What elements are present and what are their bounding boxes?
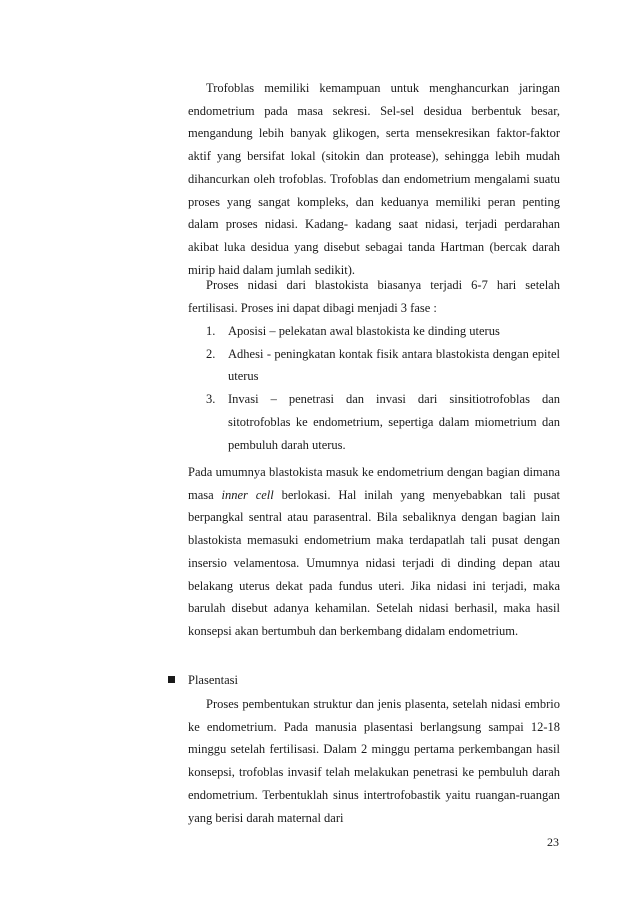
list-item-text: Adhesi - peningkatan kontak fisik antara blastokista dengan epitel uterus [228, 346, 560, 384]
page-number: 23 [547, 835, 559, 849]
paragraph-text: Proses nidasi dari blastokista biasanya terjadi 6-7 hari setelah fertilisasi. Proses ini dapat dibagi menjadi 3 fase : [188, 278, 560, 315]
list-item-text: Aposisi – pelekatan awal blastokista ke dinding uterus [228, 324, 500, 338]
section-heading: Plasentasi [188, 673, 238, 687]
paragraph-text-part: berlokasi. Hal inilah yang menyebabkan tali pusat berpangkal sentral atau parasentral. Bila sebaliknya dengan bagian lain blastokista memasuki endometrium maka terdapatlah tali pusat dengan insersio velamentosa. Umumnya nidasi terjadi di dinding depan atau belakang uterus dekat pada fundus uteri. Jika nidasi ini terjadi, maka barulah disebut adanya kehamilan. Setelah nidasi berhasil, maka hasil konsepsi akan bertumbuh dan berkembang didalam endometrium. [188, 487, 560, 638]
paragraph-text-part: Pada umumnya blastokista masuk ke endometrium dengan bagian dimana masa [188, 465, 560, 502]
phase-list [206, 320, 560, 456]
list-item [206, 343, 560, 388]
list-number: 3. [206, 392, 216, 407]
paragraph-text: Trofoblas memiliki kemampuan untuk menghancurkan jaringan endometrium pada masa sekresi. Sel-sel desidua berbentuk besar, mengandung lebih banyak glikogen, serta mensekresikan faktor-faktor aktif yang bersifat lokal (sitokin dan protease), sehingga lebih mudah dihancurkan oleh trofoblas. Trofoblas dan endometrium mengalami suatu proses yang sangat kompleks, dan keduanya memiliki peran penting dalam proses nidasi. Kadang- kadang saat nidasi, terjadi perdarahan akibat luka desidua yang disebut sebagai tanda Hartman (bercak darah mirip haid dalam jumlah sedikit). [188, 81, 560, 277]
paragraph-trofoblas [188, 77, 560, 281]
list-item [206, 388, 560, 456]
list-number: 1. [206, 324, 216, 338]
square-bullet-icon [168, 676, 175, 683]
paragraph-text [188, 461, 560, 643]
paragraph-plasentasi [188, 693, 560, 829]
paragraph-text: Proses pembentukan struktur dan jenis plasenta, setelah nidasi embrio ke endometrium. Pada manusia plasentasi berlangsung sampai 12-18 minggu setelah fertilisasi. Dalam 2 minggu pertama perkembangan hasil konsepsi, trofoblas invasif telah melakukan penetrasi ke pembuluh darah endometrium. Terbentuklah sinus intertrofobastik yaitu ruangan-ruangan yang berisi darah maternal dari [188, 697, 560, 825]
italic-term: inner cell [221, 487, 274, 502]
list-number: 2. [206, 346, 216, 361]
paragraph-blastokista [188, 461, 560, 643]
list-item [206, 320, 560, 343]
paragraph-proses-nidasi [188, 274, 560, 319]
list-item-text: Invasi – penetrasi dan invasi dari sinsitiotrofoblas dan sitotrofoblas ke endometrium, sepertiga dalam miometrium dan pembuluh darah uterus. [228, 392, 560, 452]
